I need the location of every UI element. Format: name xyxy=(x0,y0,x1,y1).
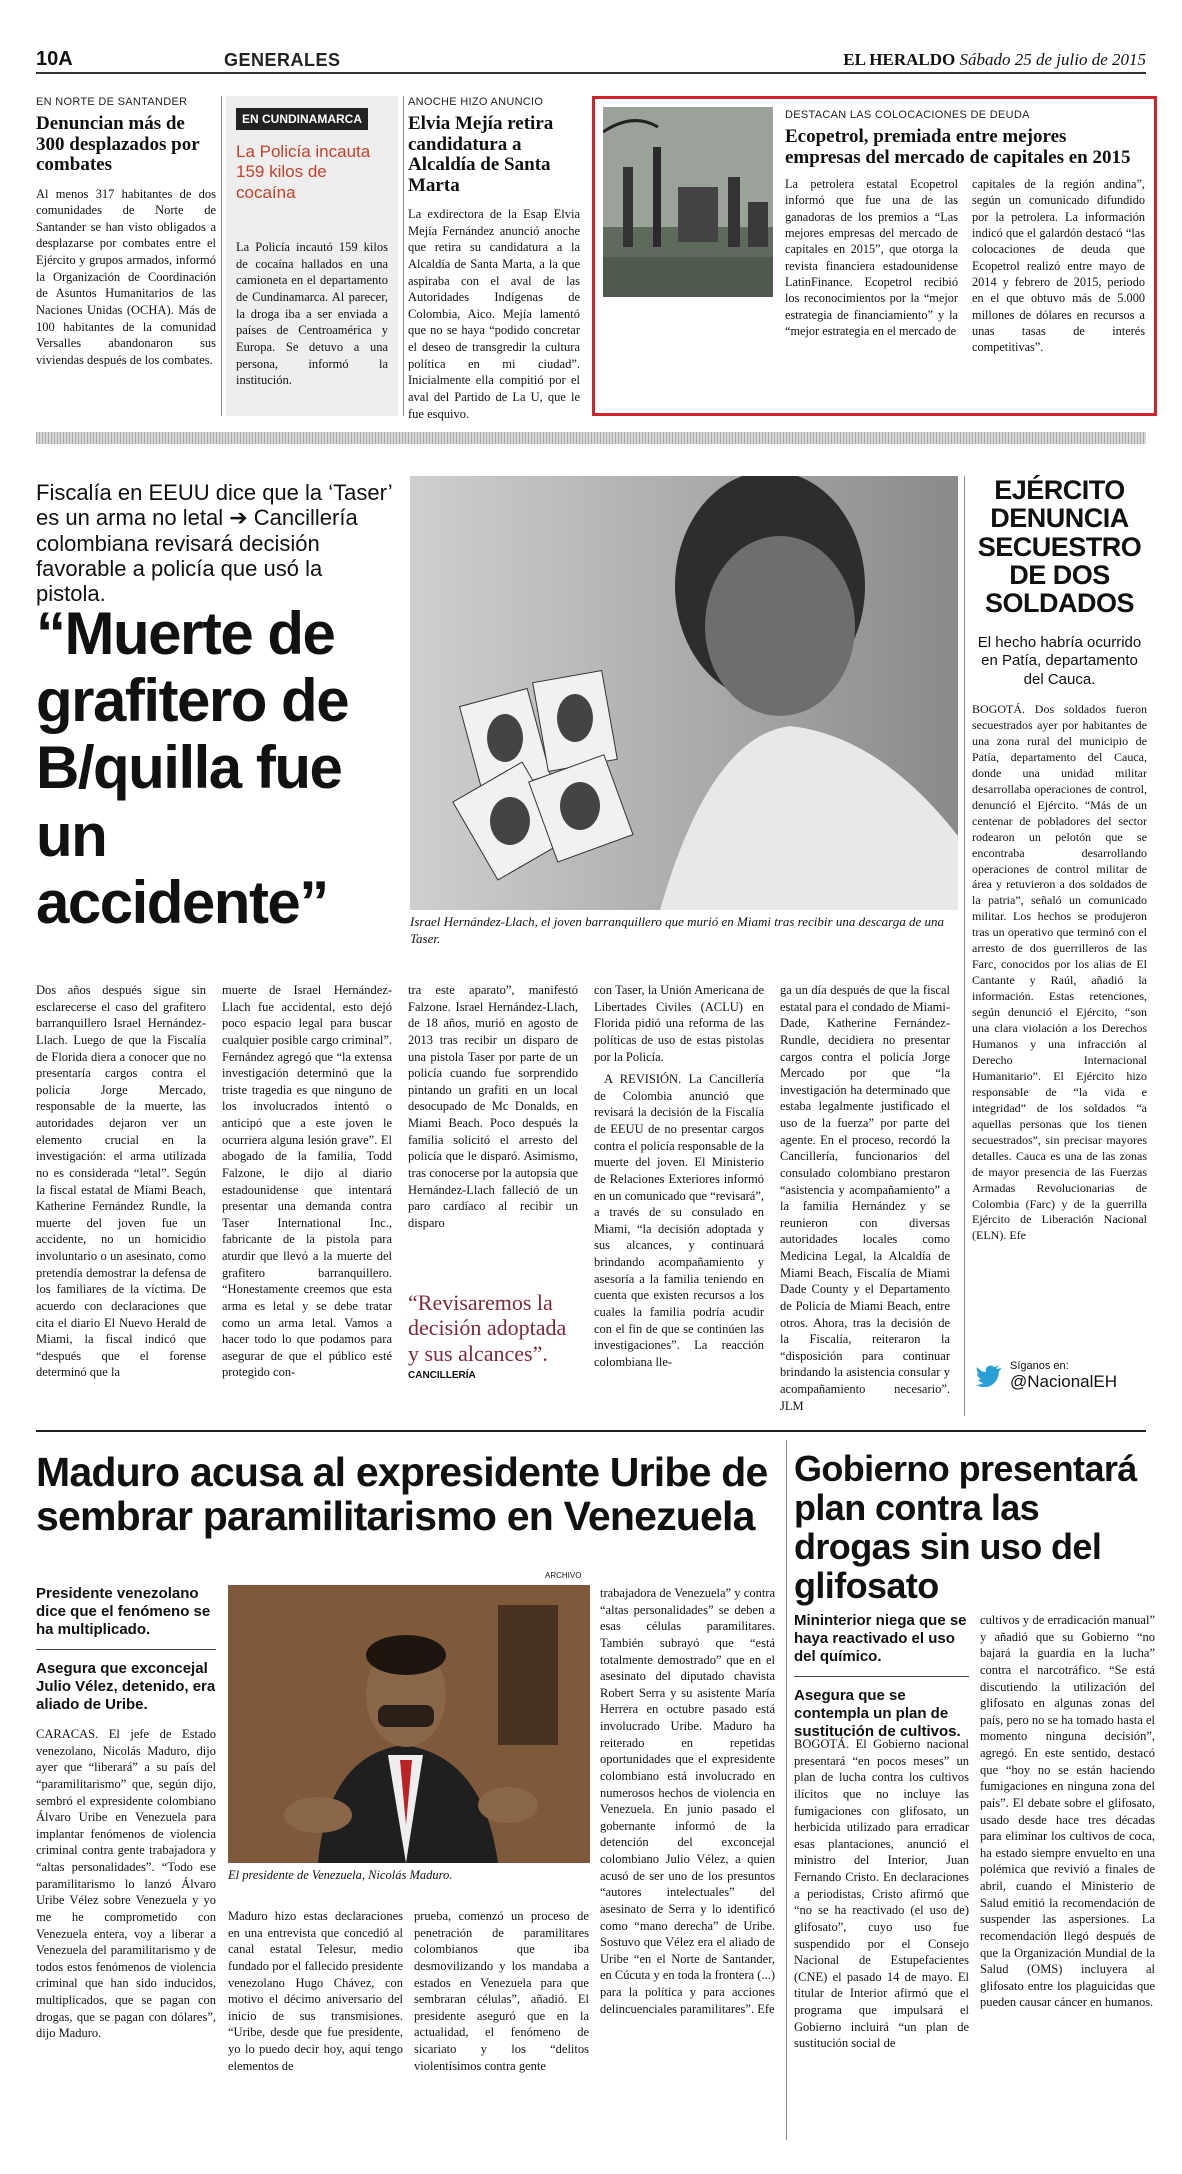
photo-caption: El presidente de Venezuela, Nicolás Maduro. xyxy=(228,1868,453,1882)
kicker: ANOCHE HIZO ANUNCIO xyxy=(408,96,544,108)
section-divider xyxy=(36,432,1146,444)
deck-rule xyxy=(794,1676,969,1677)
gobierno-decks xyxy=(794,1612,969,1741)
article-cundinamarca xyxy=(226,96,398,416)
section-name: GENERALES xyxy=(224,50,341,70)
taser-col-2: muerte de Israel Hernández-Llach fue accidental, esto dejó poco espacio legal para buscar cualquier posible cargo criminal”. Fernández agregó que “la extensa investigación determinó que la triste tragedia es que ninguno de los involucrados intentó o anticipó que a este joven le ocurriera alguna lesión grave”. El abogado de la familia, Todd Falzone, le dijo al diario estadounidense que intentará presentar una demanda contra Taser International Inc., fabricante de la pistola para aturdir que llevó a la muerte del grafitero barranquillero. “Honestamente creemos que esta arma es letal y se debe tratar como un arma letal. Vamos a hacer todo lo que podamos para asegurar de que el público esté protegido con- xyxy=(222,983,392,1380)
taser-col-4 xyxy=(594,982,764,1370)
column-rule xyxy=(786,1440,787,2140)
paragraph: con Taser, la Unión Americana de Libertades Civiles (ACLU) en Florida pidió una reforma de las políticas de uso de estas pistolas por la Policía. xyxy=(594,983,764,1064)
article-body: Al menos 317 habitantes de dos comunidades de Norte de Santander se han visto obligados a desplazarse por combates entre el Ejército y grupos armados, informó la Organización de Coordinación de Asuntos Humanitarios de las Naciones Unidas (OCHA). Más de 100 habitantes de la comunidad Versalles abandonaron sus viviendas después de los combates. xyxy=(36,186,216,367)
teaser: La Policía incauta 159 kilos de cocaína xyxy=(236,142,371,202)
maduro-sidebar xyxy=(36,1585,216,2042)
deck-1: Presidente venezolano dice que el fenómeno se ha multiplicado. xyxy=(36,1585,211,1638)
maduro-col-c: trabajadora de Venezuela” y contra “altas personalidades” se deben a esas células paramilitares. También subrayó que “está totalmente demostrado” que en el asesinato del diputado chavista Robert Serra y su asistente María Herrera en octubre pasado está involucrado Uribe. Maduro ha reiterado en repetidas oportunidades que el expresidente colombiano está involucrado en numerosos hechos de violencia en Venezuela. En junio pasado el gobernante informó de la detención del exconcejal colombiano Julio Vélez, a quien acusó de ser uno de los presuntos “autores intelectuales” del asesinato de Serra y lo identificó como “mano derecha” de Uribe. Sostuvo que Vélez era el aliado de Uribe “en el Norte de Santander, en Cúcuta y en toda la frontera (...) para la política y para acciones delincuenciales paramilitares”. Efe xyxy=(600,1586,775,2016)
masthead-title: EL HERALDO xyxy=(843,50,956,69)
photo-credit: ARCHIVO xyxy=(545,1571,582,1580)
paragraph: A REVISIÓN. La Cancillería de Colombia anunció que revisará la decisión de la Fiscalía de EEUU de no presentar cargos contra el policía responsable de la muerte del joven. El Ministerio de Relaciones Exteriores informó en un comunicado que “revisará”, a través de su consulado en Miami, “la decisión adoptada y sus alcances, y continuará brindando acompañamiento y asesoría a la familia teniendo en cuenta que existen recursos a los cuales la familia podría acudir con el fin de que se continúen las investigaciones”. La reacción colombiana lle- xyxy=(594,1072,764,1369)
maduro-photo xyxy=(228,1585,590,1863)
deck-rule xyxy=(36,1649,216,1650)
article-norte xyxy=(36,96,216,416)
social-label: Síganos en: xyxy=(1010,1360,1069,1372)
kicker: EN NORTE DE SANTANDER xyxy=(36,96,188,108)
page-number: 10A xyxy=(36,48,73,70)
maduro-col-b: prueba, comenzó un proceso de penetración de paramilitares colombianos que iba desmovilizando y los mandaba a estados en Venezuela para que sembraran células”, añadió. El presidente aseguró que en la actualidad, el fenómeno de sicariato y los “delitos violentísimos contra gente xyxy=(414,1909,589,2073)
ecopetrol-columns xyxy=(785,176,1145,356)
maduro-headline: Maduro acusa al expresidente Uribe de sembrar paramilitarismo en Venezuela xyxy=(36,1449,768,1540)
deck-2: Asegura que exconcejal Julio Vélez, detenido, era aliado de Uribe. xyxy=(36,1660,216,1713)
headline: EJÉRCITO DENUNCIA SECUESTRO DE DOS SOLDADOS xyxy=(977,475,1142,619)
refinery-photo xyxy=(603,107,773,297)
article-ecopetrol xyxy=(592,96,1157,416)
deck-2: Asegura que se contempla un plan de sustitución de cultivos. xyxy=(794,1687,961,1740)
column-rule xyxy=(221,96,222,416)
masthead-date: Sábado 25 de julio de 2015 xyxy=(959,50,1146,69)
article-col-2: capitales de la región andina”, según un comunicado difundido por la petrolera. La información indicó que el galardón destacó “las colocaciones de deuda que Ecopetrol realizó entre mayo de 2014 y febrero de 2015, periodo en el que obtuvo más de 5.000 millones de dólares en recursos a unas tasas de interés competitivas”. xyxy=(972,177,1145,355)
social-text xyxy=(1010,1360,1117,1392)
taser-col-5: ga un día después de que la fiscal estatal para el condado de Miami-Dade, Katherine Fernández-Rundle, decidiera no presentar cargos contra el policía Jorge Mercado por que “la investigación ha determinado que estaba legalmente justificado el uso de la fuerza” por parte del agente. En el proceso, recordó la Cancillería, funcionarios del consulado colombiano prestaron “asistencia y acompañamiento” a la familia Hernández y se reunieron con diversas autoridades locales como Medicina Legal, la Alcaldía de Miami Beach, Fiscalía de Miami Dade County y el Departamento de Policía de Miami Beach, entre otros. Ahora, tras la decisión de la Fiscalía, reiteraron la “disposición para continuar brindando la asistencia consular y acompañamiento necesario”. JLM xyxy=(780,983,950,1413)
maduro-col-a: Maduro hizo estas declaraciones en una entrevista que concedió al canal estatal Telesur, medio fundado por el fallecido presidente venezolano Hugo Chávez, con motivo el décimo aniversario del inicio de sus transmisiones. “Uribe, desde que fue presidente, yo lo puedo decir hoy, aquí tengo elementos de xyxy=(228,1909,403,2073)
kicker: DESTACAN LAS COLOCACIONES DE DEUDA xyxy=(785,109,1030,121)
page-header xyxy=(36,48,1146,74)
ecopetrol-text xyxy=(785,109,1145,356)
pull-quote-text: “Revisaremos la decisión adoptada y sus alcances”. xyxy=(408,1290,567,1366)
column-rule xyxy=(964,476,965,1416)
article-body: CARACAS. El jefe de Estado venezolano, Nicolás Maduro, dijo ayer que “liberará” a su país del “paramilitarismo” que, según dijo, sembró el expresidente colombiano Álvaro Uribe en Venezuela para implantar fenómenos de violencia criminal contra gente trabajadora y “altas personalidades”. “Todo ese paramilitarismo lo lanzó Álvaro Uribe Vélez sobre Venezuela y yo me he comprometido con Venezuela entera, voy a liberar a Venezuela del paramilitarismo y de todos estos fenómenos de violencia criminal que han sido inducidos, multiplicados, que se pagan con drogas, que se pagan con dólares”, dijo Maduro. xyxy=(36,1727,216,2041)
kicker-tag: EN CUNDINAMARCA xyxy=(236,108,368,130)
article-body: La Policía incautó 159 kilos de cocaína hallados en una camioneta en el departamento de Cundinamarca. Al parecer, la droga iba a ser enviada a países de Centroamérica y Europa. Se detuvo a una persona, informó la institución. xyxy=(236,240,388,388)
pull-quote xyxy=(408,1290,578,1381)
israel-photo xyxy=(410,476,958,910)
twitter-bird-icon xyxy=(976,1365,1002,1387)
gobierno-headline: Gobierno presentará plan contra las drogas sin uso del glifosato xyxy=(794,1448,1137,1606)
pull-quote-source: CANCILLERÍA xyxy=(408,1369,476,1381)
article-body: BOGOTÁ. Dos soldados fueron secuestrados ayer por habitantes de una zona rural del municipio de Patía, departamento del Cauca, donde una unidad militar desarrollaba operaciones de control, denunció el Ejército. “Más de un centenar de pobladores del sector rodearon un pelotón que se encontraba desarrollando operaciones de control militar de área y retuvieron a dos soldados de la patria”, señaló un comunicado militar. Los hechos se produjeron tras un operativo que terminó con el arresto de dos guerrilleros de las Farc, conocidos por los alias de El Cantante y Raúl, añadió la información. Estas retenciones, según denunció el Ejército, “son una clara violación a los Derechos Humanos y una infracción al Derecho Internacional Humanitario”. El Ejército hizo responsable de “la vida e integridad” de los soldados “a aquellas personas que los tienen secuestrados”, sin precisar mayores detalles. Cauca es una de las zonas de mayor presencia de las Fuerzas Armadas Revolucionarias de Colombia (Farc) y de la guerrilla Ejército de Liberación Nacional (ELN). Efe xyxy=(972,701,1147,1243)
section-rule xyxy=(36,1430,1146,1432)
taser-deck: Fiscalía en EEUU dice que la ‘Taser’ es un arma no letal ➔ Cancillería colombiana revisará decisión favorable a policía que usó la pistola. xyxy=(36,480,392,607)
gobierno-col-a: BOGOTÁ. El Gobierno nacional presentará “en pocos meses” un plan de lucha contra los cultivos ilícitos que no incluye las fumigaciones con glifosato, un herbicida utilizado para erradicar esas plantaciones, anunció el ministro del Interior, Juan Fernando Cristo. En declaraciones a periodistas, Cristo afirmó que “no se ha reactivado (el uso de) glifosato”, cuyo uso fue suspendido por el Consejo Nacional de Estupefacientes (CNE) el pasado 14 de mayo. El titular de Interior afirmó que el programa que impulsará el Gobierno incluirá “un plan de sustitución social de xyxy=(794,1737,969,2051)
deck-1: Mininterior niega que se haya reactivado el uso del químico. xyxy=(794,1612,967,1665)
article-elvia xyxy=(408,96,580,421)
article-ejercito xyxy=(972,476,1147,1244)
masthead xyxy=(843,50,1146,70)
gobierno-col-b: cultivos y de erradicación manual” y añadió que su Gobierno “no bajará la guardia en la lucha” contra el narcotráfico. “Se está discutiendo la utilización del glifosato en algunas zonas del país, pero no se ha tomado hasta el momento ninguna decisión”, agregó. En este sentido, destacó que “hoy no se están haciendo fumigaciones en ninguna zona del país”. El debate sobre el glifosato, usado desde hace tres décadas para eliminar los cultivos de coca, ha estado siempre envuelto en una polémica que revivió a finales de abril, cuando el Ministerio de Salud emitió la recomendación de suspender las aspersiones. La recomendación llegó después de que la Organización Mundial de la Salud (OMS) incluyera al glifosato entre los plaguicidas que pueden causar cáncer en humanos. xyxy=(980,1613,1155,2010)
social-handle[interactable]: @NacionalEH xyxy=(1010,1372,1118,1391)
column-rule xyxy=(403,96,404,416)
headline: Ecopetrol, premiada entre mejores empresas del mercado de capitales en 2015 xyxy=(785,126,1131,168)
taser-col-3: tra este aparato”, manifestó Falzone. Israel Hernández-Llach, de 18 años, murió en agosto de 2013 tras recibir un disparo de una pistola Taser por parte de un policía cuando fue sorprendido pintando un grafiti en un local desocupado de Mc Donalds, en Miami Beach. Poco después la familia solicitó el arresto del policía que le disparó. Asimismo, tras conocerse por la autopsia que Hernández-Llach falleció de un paro cardíaco al recibir un disparo xyxy=(408,983,578,1230)
taser-headline: “Muerte de grafitero de B/quilla fue un accidente” xyxy=(36,600,349,936)
headline: Elvia Mejía retira candidatura a Alcaldía de Santa Marta xyxy=(408,113,554,196)
deck: El hecho habría ocurrido en Patía, departamento del Cauca. xyxy=(977,633,1142,689)
article-body: La exdirectora de la Esap Elvia Mejía Fernández anunció anoche que retira su candidatura a la Alcaldía de Santa Marta, a la que aspiraba con el aval de las Autoridades Indígenas de Colombia, Aico. Mejía lamentó que no se haya “podido concretar el deseo de transgredir la cultura política en mi ciudad”. Inicialmente ella compitió por el aval del Partido de La U, que le fue esquivo. xyxy=(408,207,580,421)
headline: Denuncian más de 300 desplazados por combates xyxy=(36,113,200,176)
photo-caption: Israel Hernández-Llach, el joven barranquillero que murió en Miami tras recibir una descarga de una Taser. xyxy=(410,914,945,946)
social-follow[interactable] xyxy=(976,1360,1146,1392)
article-col-1: La petrolera estatal Ecopetrol informó que fue una de las ganadoras de los premios a “Las mejores empresas del mercado de capitales en 2015”, que otorga la revista financiera estadounidense LatinFinance. Ecopetrol recibió los reconocimientos por la “mejor estrategia de financiamiento” y la “mejor estrategia en el mercado de xyxy=(785,177,958,339)
taser-col-1: Dos años después sigue sin esclarecerse el caso del grafitero barranquillero Israel Hernández-Llach. Luego de que la Fiscalía de Florida diera a conocer que no presentaría cargos contra el policía Jorge Mercado, responsable de la muerte, las autoridades dejaron ver un elemento crucial en la investigación: el arma utilizada no es considerada “letal”. Según la fiscal estatal de Miami Beach, Katherine Fernández Rundle, la muerte del joven fue un accidente, no un homicidio involuntario o un asesinato, como pretendía demostrar la defensa de los familiares de la víctima. De acuerdo con declaraciones que cita el diario El Nuevo Herald de Miami, la fiscal indicó que “después que el forense determinó que la xyxy=(36,983,206,1380)
